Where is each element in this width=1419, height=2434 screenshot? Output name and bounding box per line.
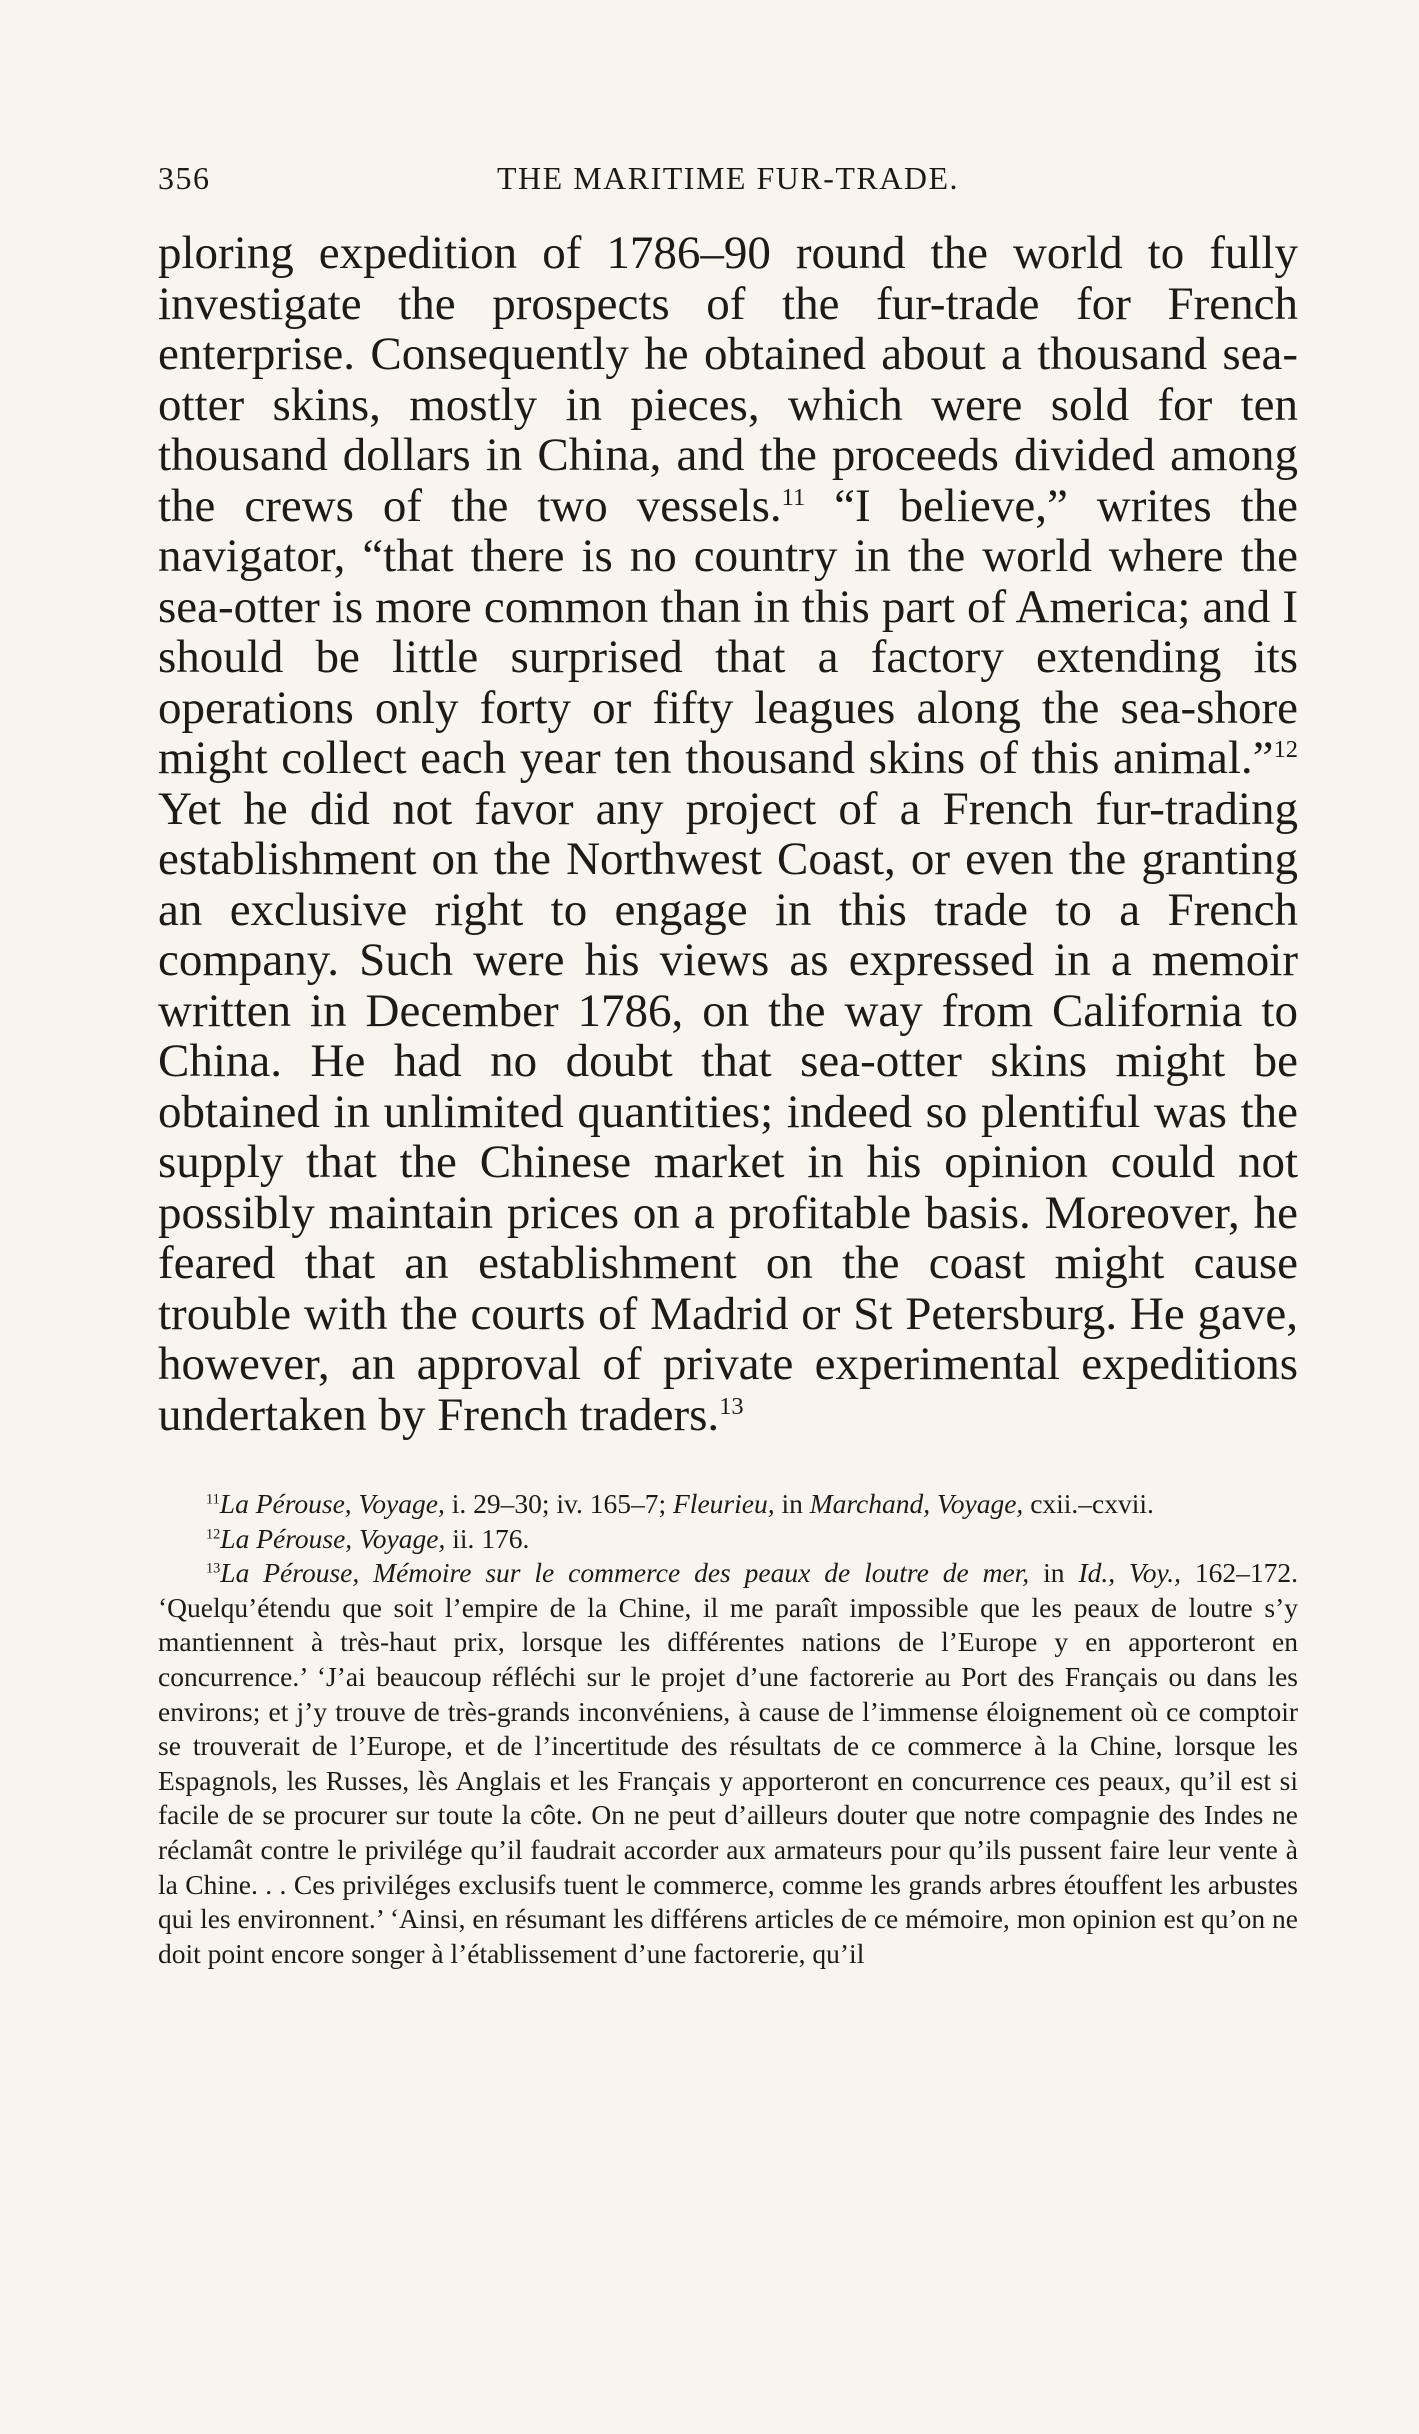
citation-italic: La Pérouse, Mémoire sur le commerce des peaux de loutre de mer, [220, 1557, 1030, 1589]
footnote-ref-11: 11 [781, 483, 806, 511]
footnote-number: 12 [206, 1526, 221, 1543]
citation-italic: La Pérouse, Voyage, [220, 1522, 446, 1554]
citation-text: in [1029, 1557, 1079, 1589]
footnotes [158, 1487, 1298, 1971]
footnote-12 [158, 1522, 1298, 1557]
footnote-ref-13: 13 [719, 1392, 744, 1420]
citation-italic: Id., Voy., [1078, 1557, 1181, 1589]
citation-text: ii. 176. [445, 1522, 530, 1554]
footnote-ref-12: 12 [1273, 736, 1298, 764]
running-title: THE MARITIME FUR-TRADE. [496, 160, 960, 196]
citation-italic: La Pérouse, Voyage, [219, 1488, 445, 1519]
page-number: 356 [158, 160, 211, 196]
footnote-number: 11 [206, 1491, 220, 1508]
citation-italic: Marchand, Voyage, [809, 1488, 1024, 1519]
citation-text: cxii.–cxvii. [1023, 1488, 1154, 1519]
body-paragraph [158, 228, 1298, 1440]
running-head [158, 160, 1298, 210]
body-text-part-3: Yet he did not favor any project of a French fur-trading establishment on the Northwest Coast, or even the granting an exclusive right to engage in this trade to a French company. Such were his views as expressed in a memoir written in December 1786, on the way from California to China. He had no doubt that sea-otter skins might be obtained in unlimited quantities; indeed so plentiful was the supply that the Chinese market in his opinion could not possibly maintain prices on a profitable basis. Moreover, he feared that an establishment on the coast might cause trouble with the courts of Madrid or St Petersburg. He gave, however, an approval of private experimental expeditions undertaken by French traders. [158, 782, 1298, 1441]
body-text-part-1: ploring expedition of 1786–90 round the world to fully investigate the prospects of the fur-trade for French enterprise. Consequently he obtained about a thousand sea-otter skins, mostly in pieces, which were sold for ten thousand dollars in China, and the proceeds divided among the crews of the two vessels. [158, 227, 1298, 532]
footnote-number: 13 [206, 1560, 221, 1577]
book-page [158, 160, 1298, 1971]
citation-text: 162–172. ‘Quelqu’étendu que soit l’empire de la Chine, il me paraît impossible que les peaux de loutre s’y mantiennent à très-haut prix, lorsque les différentes nations de l’Europe y en apporteront en concurrence.’ ‘J’ai beaucoup réfléchi sur le projet d’une factorerie au Port des Français ou dans les environs; et j’y trouve de très-grands inconvéniens, à cause de l’immense éloignement où ce comptoir se trouverait de l’Europe, et de l’incertitude des résultats de ce commerce à la Chine, lorsque les Espagnols, les Russes, lès Anglais et les Français y apporteront en concurrence ces peaux, qu’il est si facile de se procurer sur toute la côte. On ne peut d’ailleurs douter que notre compagnie des Indes ne réclamât contre le privilége qu’il faudrait accorder aux armateurs pour qu’ils pussent faire leur vente à la Chine. . . Ces priviléges exclusifs tuent le commerce, comme les grands arbres étouffent les arbustes qui les environnent.’ ‘Ainsi, en résumant les différens articles de ce mémoire, mon opinion est qu’on ne doit point encore songer à l’établissement d’une factorerie, qu’il [158, 1557, 1299, 1969]
citation-text: i. 29–30; iv. 165–7; [444, 1488, 673, 1519]
body-text-part-2: “I believe,” writes the navigator, “that there is no country in the world where the sea-otter is more common than in this part of America; and I should be little surprised that a factory extending its operations only forty or fifty leagues along the sea-shore might collect each year ten thousand skins of this animal.” [158, 479, 1298, 784]
footnote-11 [158, 1487, 1298, 1522]
footnote-13 [158, 1556, 1298, 1971]
citation-text: in [774, 1488, 810, 1519]
citation-italic: Fleurieu, [673, 1488, 775, 1519]
